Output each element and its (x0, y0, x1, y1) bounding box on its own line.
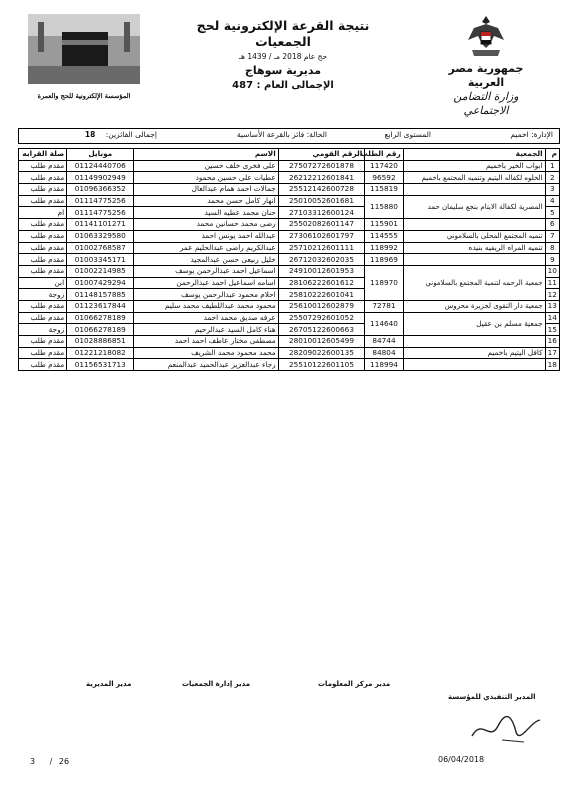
cell-mobile: 01096366352 (67, 184, 134, 196)
cell-index: 1 (545, 160, 559, 172)
cell-name: محمود محمد عبداللطيف محمد سليم (134, 300, 278, 312)
cell-relation: مقدم طلب (19, 359, 67, 371)
cell-mobile: 01003345171 (67, 254, 134, 266)
level-value: الرابع (384, 130, 402, 139)
cell-association: ابواب الخير باخميم (403, 160, 545, 172)
cell-relation: مقدم طلب (19, 184, 67, 196)
cell-name: انهار كامل حسن محمد (134, 195, 278, 207)
hajj-year: حج عام 2018 مـ / 1439 هـ (238, 52, 328, 61)
admin-field (510, 130, 553, 139)
status-label: الحالة: (306, 130, 327, 139)
cell-mobile: 01221218082 (67, 347, 134, 359)
cell-relation: زوجة (19, 289, 67, 301)
table-row (19, 195, 560, 207)
col-header-relation: صلة القرابه (19, 149, 67, 161)
table-body (19, 160, 560, 370)
cell-relation: مقدم طلب (19, 160, 67, 172)
directorate: مديرية سوهاج (244, 64, 322, 77)
cell-national-id: 27103312600124 (278, 207, 365, 219)
cell-name: احلام محمود عبدالرحمن يوسف (134, 289, 278, 301)
cell-name: هناء كامل السيد عبدالرحيم (134, 324, 278, 336)
cell-index: 11 (545, 277, 559, 289)
cell-index: 7 (545, 230, 559, 242)
cell-index: 16 (545, 336, 559, 348)
grand-total-value: 487 (232, 80, 254, 91)
cell-index: 8 (545, 242, 559, 254)
report-date: 06/04/2018 (438, 755, 485, 764)
cell-mobile: 01123617844 (67, 300, 134, 312)
grand-total-label: الإجمالى العام : (256, 80, 334, 91)
cell-index: 6 (545, 219, 559, 231)
cell-name: عبدالله احمد يونس احمد (134, 230, 278, 242)
cell-association: المصرية لكفالة الايتام بنجع سليمان حمد (403, 195, 545, 218)
table-row (19, 219, 560, 231)
egypt-ministry-block (438, 14, 534, 117)
cell-request-number: 72781 (365, 300, 403, 312)
table-row (19, 312, 560, 324)
cell-association: جمعية مسلم بن عقيل (403, 312, 545, 335)
handwritten-signature-icon (468, 712, 544, 748)
col-header-national-id: الرقم القومي (278, 149, 365, 161)
cell-mobile: 01002214985 (67, 265, 134, 277)
cell-national-id: 28209022600135 (278, 347, 365, 359)
ministry-name: وزارة التضامن الاجتماعي (453, 90, 519, 117)
cell-relation: مقدم طلب (19, 265, 67, 277)
signature-info-center-manager: مدير مركز المعلومات (318, 680, 391, 688)
cell-mobile: 01007429294 (67, 277, 134, 289)
cell-relation: مقدم طلب (19, 230, 67, 242)
results-table (18, 148, 560, 371)
page-counter (30, 757, 69, 766)
table-row (19, 172, 560, 184)
cell-national-id: 25810222601041 (278, 289, 365, 301)
cell-request-number: 115901 (365, 219, 403, 231)
cell-national-id: 27306102601797 (278, 230, 365, 242)
cell-relation: مقدم طلب (19, 347, 67, 359)
winners-field (85, 130, 157, 139)
cell-national-id: 24910012601953 (278, 265, 365, 277)
page-total: 26 (58, 757, 70, 766)
cell-mobile: 01148157885 (67, 289, 134, 301)
grand-total (175, 79, 391, 93)
cell-national-id: 25510122601105 (278, 359, 365, 371)
cell-index: 5 (545, 207, 559, 219)
cell-request-number: 115819 (365, 184, 403, 196)
cell-request-number: 117420 (365, 160, 403, 172)
cell-association: الخلوه لكفاله اليتيم وتنميه المجتمع باخميم (403, 172, 545, 184)
cell-association (403, 359, 545, 371)
cell-index: 15 (545, 324, 559, 336)
cell-association: جمعية الرحمه لتنمية المجتمع بالسلاموني (403, 265, 545, 300)
table-row (19, 254, 560, 266)
cell-mobile: 01141101271 (67, 219, 134, 231)
cell-name: رضى محمد حسانين محمد (134, 219, 278, 231)
cell-request-number: 84744 (365, 336, 403, 348)
cell-national-id: 28106222601612 (278, 277, 365, 289)
eagle-emblem-icon (464, 14, 508, 60)
cell-index: 14 (545, 312, 559, 324)
cell-index: 2 (545, 172, 559, 184)
cell-request-number: 115880 (365, 195, 403, 218)
col-header-name: الاسم (134, 149, 278, 161)
cell-request-number: 118970 (365, 265, 403, 300)
cell-national-id: 28010012605499 (278, 336, 365, 348)
cell-request-number: 118969 (365, 254, 403, 266)
table-row (19, 160, 560, 172)
cell-mobile: 01063329580 (67, 230, 134, 242)
cell-mobile: 01066278189 (67, 312, 134, 324)
table-row (19, 184, 560, 196)
cell-index: 10 (545, 265, 559, 277)
status-value: فائز بالقرعة الأساسية (236, 130, 305, 139)
cell-association (403, 254, 545, 266)
cell-national-id: 26212212601841 (278, 172, 365, 184)
cell-mobile: 01149902949 (67, 172, 134, 184)
cell-mobile: 01114775256 (67, 207, 134, 219)
cell-relation: مقدم طلب (19, 219, 67, 231)
cell-relation: مقدم طلب (19, 195, 67, 207)
cell-relation: مقدم طلب (19, 172, 67, 184)
egypt-republic: جمهورية مصر العربية (448, 62, 524, 89)
cell-name: عرفه صديق محمد احمد (134, 312, 278, 324)
table-row (19, 230, 560, 242)
cell-association (403, 336, 545, 348)
cell-name: عطيات على حسين محمود (134, 172, 278, 184)
cell-relation: مقدم طلب (19, 312, 67, 324)
cell-relation: مقدم طلب (19, 300, 67, 312)
cell-national-id: 27507272601878 (278, 160, 365, 172)
cell-association (403, 184, 545, 196)
status-field (237, 130, 327, 139)
cell-name: محمد محمود محمد الشريف (134, 347, 278, 359)
table-row (19, 336, 560, 348)
cell-request-number: 96592 (365, 172, 403, 184)
cell-mobile: 01002768587 (67, 242, 134, 254)
cell-index: 18 (545, 359, 559, 371)
cell-national-id: 25010052601681 (278, 195, 365, 207)
cell-index: 12 (545, 289, 559, 301)
table-row (19, 265, 560, 277)
cell-association: كافل اليتيم باخميم (403, 347, 545, 359)
cell-association: تنميه المراه الريفيه بنيده (403, 242, 545, 254)
cell-request-number: 118994 (365, 359, 403, 371)
table-row (19, 359, 560, 371)
cell-relation: ام (19, 207, 67, 219)
cell-national-id: 25610012602879 (278, 300, 365, 312)
cell-name: خليل ربيعى حسن عبدالمجيد (134, 254, 278, 266)
page-current: 3 (30, 757, 36, 766)
cell-name: مصطفى مختار عاطف احمد احمد (134, 336, 278, 348)
signature-directorate-manager: مدير المديرية (86, 680, 132, 688)
cell-national-id: 25507292601052 (278, 312, 365, 324)
level-label: المستوى (403, 130, 431, 139)
cell-relation: ابن (19, 277, 67, 289)
winners-value: 18 (84, 130, 96, 139)
page-title: نتيجة القرعة الإلكترونية لحج الجمعيات (196, 18, 370, 49)
admin-value: اخميم (510, 130, 529, 139)
kaaba-logo (28, 14, 140, 102)
cell-national-id: 25502082601147 (278, 219, 365, 231)
col-header-mobile: موبايل (67, 149, 134, 161)
table-header-row (19, 149, 560, 161)
cell-relation: مقدم طلب (19, 242, 67, 254)
cell-name: اسامه اسماعيل احمد عبدالرحمن (134, 277, 278, 289)
col-header-request-number: رقم الطلب (365, 149, 403, 161)
kaaba-caption: المؤسسة الإلكترونية للحج والعمرة (37, 92, 131, 100)
info-bar (18, 128, 560, 144)
cell-association (403, 219, 545, 231)
cell-association: تنميه المجتمع المحلى بالسلاموني (403, 230, 545, 242)
cell-association: جمعية دار التقوى لجزيرة محروس (403, 300, 545, 312)
cell-relation: مقدم طلب (19, 336, 67, 348)
cell-index: 9 (545, 254, 559, 266)
cell-request-number: 118992 (365, 242, 403, 254)
cell-name: عبدالكريم راضى عبدالحليم عمر (134, 242, 278, 254)
cell-index: 13 (545, 300, 559, 312)
cell-relation: مقدم طلب (19, 254, 67, 266)
header-block (175, 18, 391, 93)
cell-mobile: 01114775256 (67, 195, 134, 207)
col-header-association: الجمعية (403, 149, 545, 161)
cell-name: رجاء عبدالعزيز عبدالحميد عبدالمنعم (134, 359, 278, 371)
cell-national-id: 25710212601111 (278, 242, 365, 254)
cell-request-number: 114555 (365, 230, 403, 242)
cell-index: 17 (545, 347, 559, 359)
cell-name: على فخرى خلف حسين (134, 160, 278, 172)
level-field (385, 130, 431, 139)
cell-mobile: 01028886851 (67, 336, 134, 348)
cell-name: اسماعيل احمد عبدالرحمن يوسف (134, 265, 278, 277)
cell-request-number: 114640 (365, 312, 403, 335)
cell-national-id: 25512142600728 (278, 184, 365, 196)
cell-name: حنان محمد عطيه السيد (134, 207, 278, 219)
signature-associations-manager: مدير إدارة الجمعيات (182, 680, 251, 688)
cell-national-id: 26712032602035 (278, 254, 365, 266)
page-separator: / (49, 757, 53, 766)
table-row (19, 300, 560, 312)
cell-mobile: 01156531713 (67, 359, 134, 371)
cell-relation: زوجة (19, 324, 67, 336)
winners-label: إجمالى الفائزين: (105, 130, 157, 139)
cell-national-id: 26705122600663 (278, 324, 365, 336)
cell-name: جمالات احمد همام عبدالعال (134, 184, 278, 196)
signature-executive-director: المدير التنفيذي للمؤسسة (448, 693, 536, 701)
cell-request-number: 84804 (365, 347, 403, 359)
col-header-index: م (545, 149, 559, 161)
cell-index: 3 (545, 184, 559, 196)
table-row (19, 242, 560, 254)
admin-label: الإدارة: (531, 130, 553, 139)
cell-mobile: 01124440706 (67, 160, 134, 172)
table-row (19, 347, 560, 359)
cell-mobile: 01066278189 (67, 324, 134, 336)
cell-index: 4 (545, 195, 559, 207)
